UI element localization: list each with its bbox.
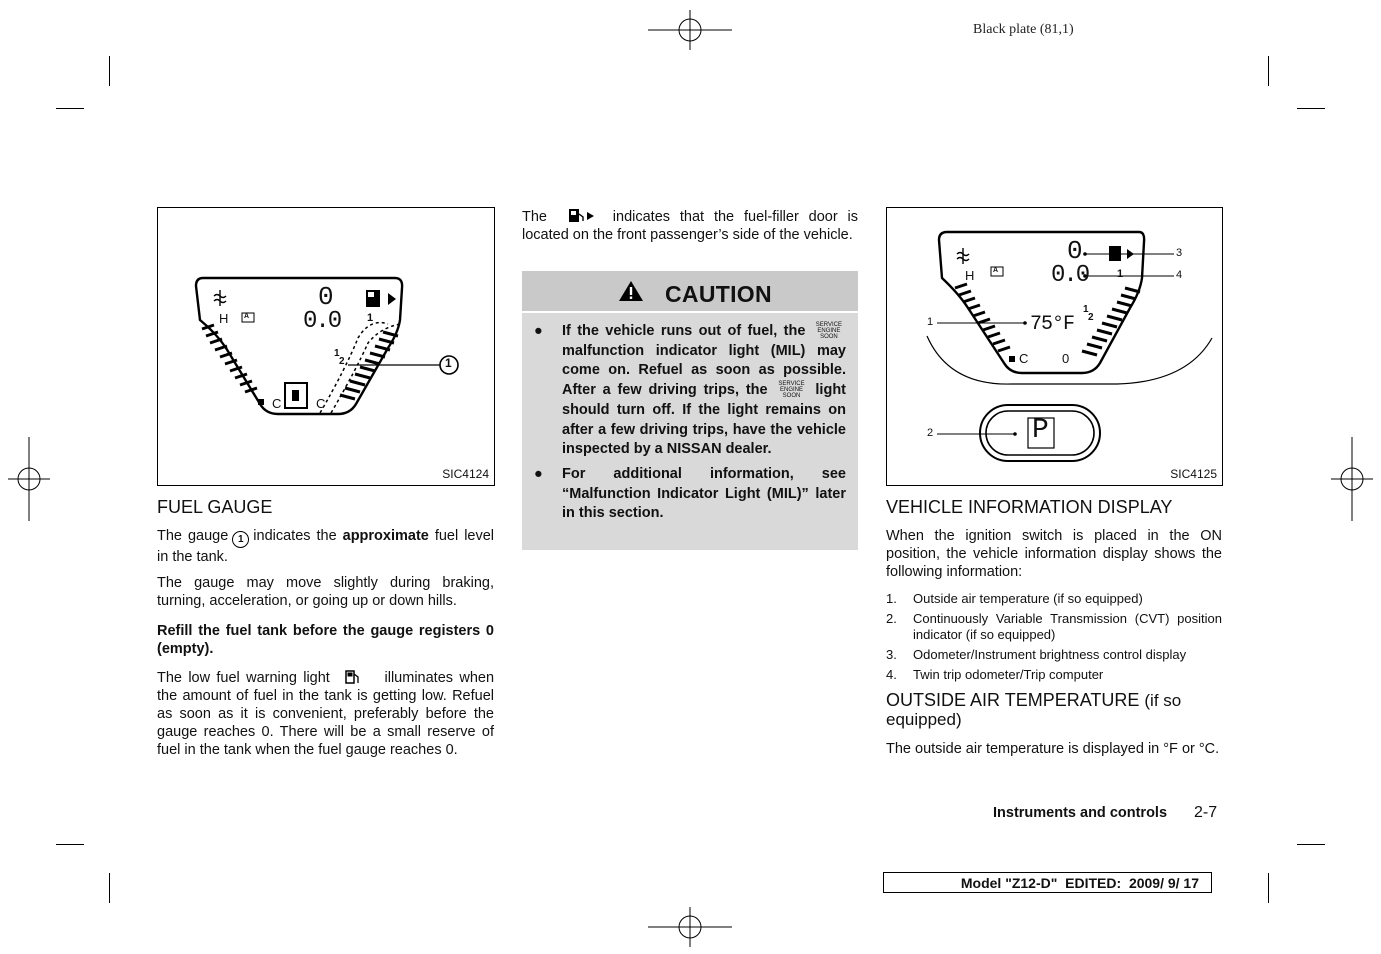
registration-mark-top	[640, 8, 740, 53]
vehicle-info-figure	[886, 207, 1223, 486]
p1-pre: The gauge	[157, 528, 229, 544]
registration-mark-bottom	[640, 905, 740, 950]
display-odo-digit: 0	[1067, 236, 1083, 266]
edited-label: EDITED:	[1065, 875, 1122, 891]
list-item	[886, 667, 1222, 683]
fuel-gauge-paragraph-4	[157, 669, 494, 759]
display-callout-2: 2	[927, 427, 934, 439]
display-c-label: C	[1019, 351, 1029, 366]
list-item	[886, 611, 1222, 643]
display-zero-label: 0	[1062, 351, 1070, 366]
gauge-c-label: C	[272, 396, 282, 411]
list-item-text: Twin trip odometer/Trip computer	[913, 667, 1104, 682]
gauge-half-den: 2	[339, 356, 345, 367]
gauge-callout-1: 1	[445, 356, 452, 370]
fuel-gauge-figure	[157, 207, 495, 486]
model-label: Model	[960, 875, 1002, 891]
caution-item-2-text: For additional information, see “Malfunction Indicator Light (MIL)” later in this section.	[562, 465, 846, 522]
edited-date: 2009/ 9/ 17	[1128, 875, 1199, 891]
bullet-dot: ●	[534, 465, 543, 482]
list-item	[886, 647, 1222, 663]
fuel-gauge-paragraph-1	[157, 527, 494, 566]
ses-line-2: ENGINE	[817, 328, 841, 334]
caution-header	[522, 271, 858, 313]
warning-triangle-icon	[618, 279, 644, 303]
service-engine-soon-icon	[778, 381, 804, 399]
ses-line-2: ENGINE	[779, 387, 803, 394]
gauge-callout-ref: 1	[232, 531, 249, 548]
registration-mark-left	[6, 434, 52, 524]
ses-line-3: SOON	[820, 334, 838, 340]
display-half-num: 1	[1083, 304, 1089, 315]
bullet-dot: ●	[534, 323, 543, 339]
gauge-odo-digit: 0	[318, 282, 334, 312]
display-a-label: A	[993, 267, 999, 274]
fuel-door-arrow-icon	[567, 208, 597, 224]
display-temperature: 75°F	[1030, 313, 1075, 336]
p1-bold: approximate	[342, 528, 429, 544]
registration-mark-right	[1329, 434, 1375, 524]
list-item-number: 1.	[886, 591, 897, 606]
caution-item-1-c: light should turn off. If the light remains on after a few driving trips, have the vehicle inspected by a NISSAN dealer.	[562, 382, 847, 458]
gauge-full-mark: 1	[367, 312, 374, 324]
model-code: "Z12-D"	[1005, 875, 1058, 891]
caution-list	[534, 322, 846, 529]
model-edit-box	[883, 872, 1212, 893]
gauge-a-label: A	[244, 313, 250, 320]
low-fuel-warning-icon	[344, 669, 366, 685]
fuel-gauge-illustration	[158, 208, 494, 485]
list-item-number: 2.	[886, 611, 897, 626]
vehicle-info-heading: VEHICLE INFORMATION DISPLAY	[886, 497, 1173, 517]
service-engine-soon-icon	[816, 322, 842, 340]
display-h-label: H	[965, 268, 975, 283]
list-item-number: 3.	[886, 647, 897, 662]
display-full-mark: 1	[1117, 268, 1124, 280]
plate-label: Black plate (81,1)	[973, 22, 1074, 37]
list-item-number: 4.	[886, 667, 897, 682]
list-item	[886, 591, 1222, 607]
heading2-sub: (if so equipped)	[886, 691, 1182, 729]
caution-item-1-b: malfunction indicator light (MIL) may come on. Refuel as soon as possible. After a few driving trips, the	[562, 342, 846, 399]
heading2-main: OUTSIDE AIR TEMPERATURE	[886, 690, 1140, 710]
footer-page-number: 2-7	[1194, 804, 1218, 821]
intro-pre: The	[522, 209, 547, 225]
figure-id-right: SIC4125	[1170, 467, 1217, 481]
list-item-text: Odometer/Instrument brightness control display	[913, 647, 1187, 662]
p1-mid: indicates the	[253, 528, 337, 544]
intro-post: indicates that the fuel-filler door is located on the front passenger’s side of the vehicle.	[522, 209, 859, 243]
display-callout-4: 4	[1176, 269, 1183, 281]
caution-item-1-a: If the vehicle runs out of fuel, the	[562, 323, 806, 339]
footer-section-name: Instruments and controls	[993, 805, 1168, 821]
vehicle-info-list	[886, 591, 1222, 687]
p4-post: illuminates when the amount of fuel in the tank is getting low. Refuel as soon as it is convenient, preferably before the gauge reaches 0. There will be a small reserve of fuel in the tank when the fuel gauge reaches 0.	[157, 670, 495, 758]
list-item-text: Outside air temperature (if so equipped)	[913, 591, 1143, 606]
figure-id-left: SIC4124	[442, 467, 489, 481]
display-callout-1: 1	[927, 316, 934, 328]
fuel-gauge-paragraph-3: Refill the fuel tank before the gauge registers 0 (empty).	[157, 623, 494, 657]
p4-pre: The low fuel warning light	[157, 670, 330, 686]
display-trip-digits: 0.0	[1051, 262, 1089, 289]
caution-title: CAUTION	[665, 281, 772, 307]
gauge-h-label: H	[219, 311, 229, 326]
outside-air-temp-heading	[886, 691, 1222, 729]
ses-line-1: SERVICE	[778, 381, 805, 388]
display-callout-3: 3	[1176, 247, 1183, 259]
fuel-gauge-heading: FUEL GAUGE	[157, 497, 273, 517]
ses-line-3: SOON	[782, 393, 801, 400]
caution-item-1	[534, 322, 846, 460]
vehicle-info-illustration	[887, 208, 1222, 485]
ses-line-1: SERVICE	[815, 322, 843, 328]
p1-post: fuel level in the tank.	[157, 528, 495, 565]
display-gear-indicator: P	[1032, 415, 1049, 446]
gauge-trip-digits: 0.0	[303, 308, 341, 335]
caution-box	[522, 271, 858, 550]
vehicle-info-paragraph: When the ignition switch is placed in the ON position, the vehicle information display shows the following information:	[886, 528, 1222, 580]
gauge-c2-label: C	[316, 396, 326, 411]
fuel-door-paragraph	[522, 208, 858, 244]
display-half-den: 2	[1088, 312, 1094, 323]
gauge-half-num: 1	[334, 348, 340, 359]
list-item-text: Continuously Variable Transmission (CVT) position indicator (if so equipped)	[913, 611, 1222, 642]
outside-air-temp-paragraph: The outside air temperature is displayed in °F or °C.	[886, 741, 1220, 757]
fuel-gauge-paragraph-2: The gauge may move slightly during braking, turning, acceleration, or going up or down hills.	[157, 575, 494, 609]
caution-item-2	[534, 465, 846, 524]
